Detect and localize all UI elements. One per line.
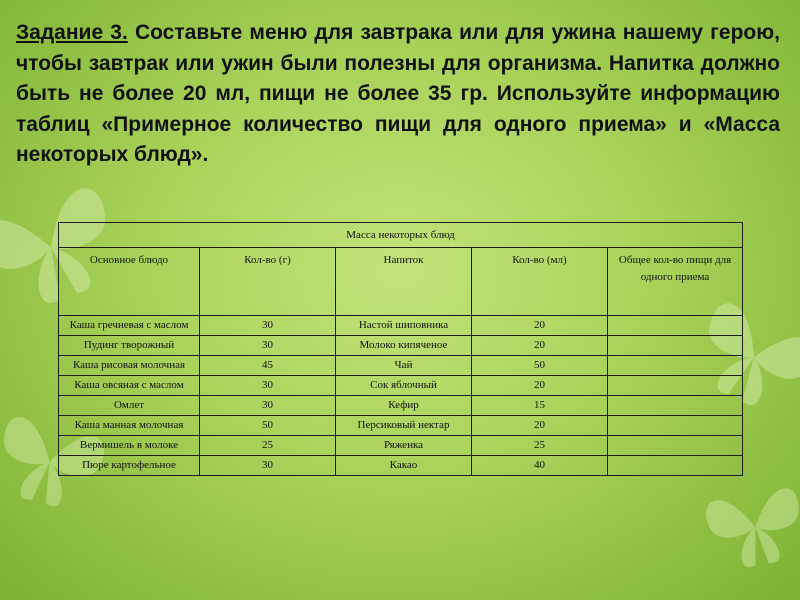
cell-total xyxy=(608,456,743,476)
cell-ml: 20 xyxy=(472,416,608,436)
task-text xyxy=(16,18,780,171)
cell-ml: 20 xyxy=(472,316,608,336)
cell-total xyxy=(608,436,743,456)
cell-grams: 45 xyxy=(200,356,336,376)
table-title: Масса некоторых блюд xyxy=(59,223,743,248)
cell-total xyxy=(608,336,743,356)
table-header-row xyxy=(59,248,743,316)
cell-drink: Сок яблочный xyxy=(336,376,472,396)
cell-dish: Каша манная молочная xyxy=(59,416,200,436)
cell-drink: Ряженка xyxy=(336,436,472,456)
task-label: Задание 3. xyxy=(16,21,128,44)
cell-total xyxy=(608,316,743,336)
cell-dish: Омлет xyxy=(59,396,200,416)
cell-drink: Кефир xyxy=(336,396,472,416)
cell-dish: Вермишель в молоке xyxy=(59,436,200,456)
table-row xyxy=(59,436,743,456)
col-header-total: Общее кол-во пищи для одного приема xyxy=(608,248,743,316)
col-header-drink: Напиток xyxy=(336,248,472,316)
cell-dish: Каша рисовая молочная xyxy=(59,356,200,376)
cell-grams: 30 xyxy=(200,376,336,396)
cell-drink: Какао xyxy=(336,456,472,476)
cell-grams: 25 xyxy=(200,436,336,456)
cell-drink: Персиковый нектар xyxy=(336,416,472,436)
cell-grams: 30 xyxy=(200,396,336,416)
cell-grams: 30 xyxy=(200,316,336,336)
cell-total xyxy=(608,396,743,416)
table-row xyxy=(59,456,743,476)
cell-drink: Чай xyxy=(336,356,472,376)
cell-ml: 15 xyxy=(472,396,608,416)
cell-ml: 50 xyxy=(472,356,608,376)
cell-grams: 30 xyxy=(200,336,336,356)
cell-grams: 30 xyxy=(200,456,336,476)
task-body: Составьте меню для завтрака или для ужина нашему герою, чтобы завтрак или ужин были полезны для организма. Напитка должно быть не более 20 мл, пищи не более 35 гр. Используйте информацию таблиц «Примерное количество пищи для одного приема» и «Масса некоторых блюд». xyxy=(16,21,780,166)
cell-ml: 25 xyxy=(472,436,608,456)
cell-ml: 20 xyxy=(472,376,608,396)
cell-ml: 40 xyxy=(472,456,608,476)
col-header-dish: Основное блюдо xyxy=(59,248,200,316)
table-row xyxy=(59,416,743,436)
cell-ml: 20 xyxy=(472,336,608,356)
butterfly-decoration xyxy=(700,470,800,580)
cell-total xyxy=(608,416,743,436)
cell-total xyxy=(608,356,743,376)
col-header-ml: Кол-во (мл) xyxy=(472,248,608,316)
cell-dish: Пюре картофельное xyxy=(59,456,200,476)
table-row xyxy=(59,396,743,416)
col-header-grams: Кол-во (г) xyxy=(200,248,336,316)
cell-total xyxy=(608,376,743,396)
table-row xyxy=(59,336,743,356)
meal-weights-table xyxy=(58,222,743,476)
table-row xyxy=(59,376,743,396)
table-row xyxy=(59,316,743,336)
cell-grams: 50 xyxy=(200,416,336,436)
cell-drink: Настой шиповника xyxy=(336,316,472,336)
table-row xyxy=(59,356,743,376)
cell-dish: Каша гречневая с маслом xyxy=(59,316,200,336)
cell-drink: Молоко кипяченое xyxy=(336,336,472,356)
cell-dish: Пудинг творожный xyxy=(59,336,200,356)
cell-dish: Каша овсяная с маслом xyxy=(59,376,200,396)
